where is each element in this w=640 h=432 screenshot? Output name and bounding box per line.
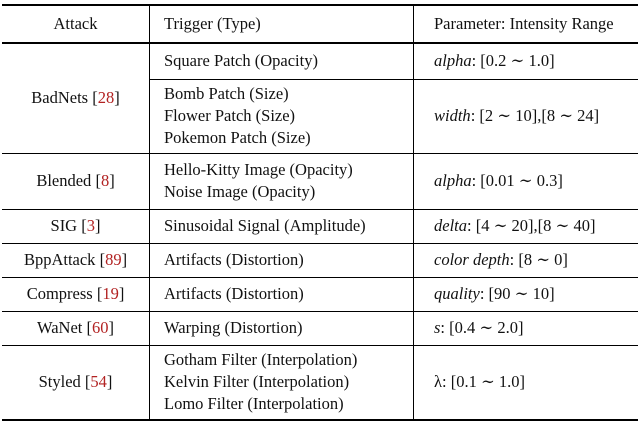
- table-row: [2, 153, 638, 209]
- attack-name: WaNet: [36, 318, 83, 337]
- param-range: : [2 ∼ 10],[8 ∼ 24]: [470, 106, 600, 125]
- trigger-cell: [150, 243, 414, 277]
- trigger-cell: [150, 311, 414, 345]
- attack-cell: BppAttack [89]: [2, 243, 150, 277]
- param-cell: [414, 209, 639, 243]
- attack-name: Styled: [38, 372, 81, 392]
- param-cell: [414, 153, 639, 209]
- attack-name: BadNets: [31, 88, 89, 108]
- trigger-cell: [150, 153, 414, 209]
- attack-cell: Styled [54]: [2, 345, 150, 420]
- header-attack: Attack: [2, 5, 150, 43]
- param-range: : [0.01 ∼ 0.3]: [471, 171, 563, 190]
- attack-cell: Blended [8]: [2, 153, 150, 209]
- trigger-item: Noise Image (Opacity): [164, 182, 316, 201]
- param-cell: [414, 345, 639, 420]
- attack-name: Blended: [36, 171, 92, 190]
- table-row: [2, 43, 638, 79]
- attack-name: BppAttack: [23, 250, 96, 269]
- trigger-item: Sinusoidal Signal (Amplitude): [164, 216, 366, 235]
- attack-cell: Compress [19]: [2, 277, 150, 311]
- param-name: width: [434, 106, 471, 125]
- param-name: alpha: [434, 171, 472, 190]
- param-name: λ: [434, 372, 443, 392]
- param-name: color depth: [434, 250, 510, 269]
- trigger-item: Lomo Filter (Interpolation): [164, 394, 344, 414]
- trigger-cell: [150, 277, 414, 311]
- param-name: s: [434, 318, 441, 337]
- param-cell: [414, 277, 639, 311]
- trigger-item: Hello-Kitty Image (Opacity): [164, 160, 353, 179]
- param-range: : [8 ∼ 0]: [509, 250, 568, 269]
- table-row: [2, 277, 638, 311]
- trigger-cell: [150, 79, 414, 153]
- attack-cell: WaNet [60]: [2, 311, 150, 345]
- attack-name: SIG: [50, 216, 78, 235]
- header-parameter-range: Parameter: Intensity Range: [434, 14, 614, 33]
- attack-parameter-table: [2, 4, 638, 421]
- param-range: : [0.4 ∼ 2.0]: [440, 318, 524, 337]
- param-range: : [0.2 ∼ 1.0]: [471, 51, 555, 71]
- table-row: [2, 243, 638, 277]
- trigger-item: Square Patch (Opacity): [164, 51, 318, 71]
- trigger-item: Flower Patch (Size): [164, 106, 296, 125]
- table-row: [2, 311, 638, 345]
- trigger-item: Artifacts (Distortion): [164, 284, 304, 303]
- param-name: quality: [434, 284, 480, 303]
- param-name: delta: [434, 216, 467, 235]
- trigger-item: Bomb Patch (Size): [164, 84, 289, 103]
- trigger-item: Warping (Distortion): [164, 318, 303, 337]
- citation-link[interactable]: 28: [97, 88, 115, 108]
- table-row: [2, 345, 638, 420]
- param-range: : [90 ∼ 10]: [479, 284, 555, 303]
- header-trigger-type: Trigger (Type): [150, 5, 414, 43]
- attack-cell: BadNets [28]: [2, 43, 150, 153]
- param-cell: [414, 243, 639, 277]
- trigger-cell: [150, 43, 414, 79]
- citation-link[interactable]: 8: [100, 171, 110, 190]
- trigger-item: Kelvin Filter (Interpolation): [164, 372, 350, 392]
- citation-link[interactable]: 89: [105, 250, 122, 269]
- attack-name: Compress: [26, 284, 93, 303]
- param-name: alpha: [434, 51, 472, 71]
- trigger-cell: [150, 209, 414, 243]
- param-cell: [414, 43, 639, 79]
- table-row: [2, 209, 638, 243]
- citation-link[interactable]: 60: [92, 318, 109, 337]
- param-range: : [4 ∼ 20],[8 ∼ 40]: [467, 216, 596, 235]
- trigger-cell: [150, 345, 414, 420]
- param-range: : [0.1 ∼ 1.0]: [442, 372, 526, 392]
- param-cell: [414, 79, 639, 153]
- citation-link[interactable]: 3: [86, 216, 95, 235]
- trigger-item: Pokemon Patch (Size): [164, 128, 311, 147]
- citation-link[interactable]: 54: [90, 372, 107, 392]
- citation-link[interactable]: 19: [102, 284, 119, 303]
- param-cell: [414, 311, 639, 345]
- trigger-item: Gotham Filter (Interpolation): [164, 350, 358, 370]
- trigger-item: Artifacts (Distortion): [164, 250, 304, 269]
- header-row: [2, 5, 638, 43]
- attack-cell: SIG [3]: [2, 209, 150, 243]
